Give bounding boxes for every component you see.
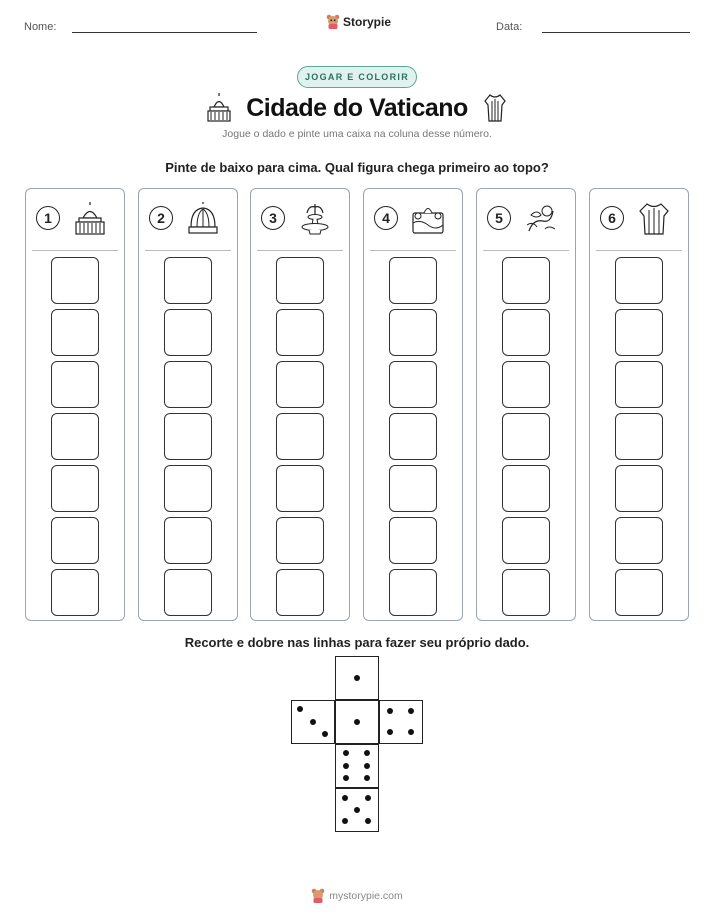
- color-box[interactable]: [276, 257, 324, 304]
- footer-url[interactable]: mystorypie.com: [329, 890, 403, 902]
- die-pip: [354, 675, 360, 681]
- brand-name: Storypie: [343, 15, 392, 29]
- die-pip: [342, 795, 348, 801]
- color-box[interactable]: [502, 517, 550, 564]
- date-line[interactable]: [542, 32, 690, 33]
- color-box[interactable]: [276, 569, 324, 616]
- die-face-5: [335, 788, 379, 832]
- color-box[interactable]: [51, 413, 99, 460]
- column-divider: [257, 250, 343, 251]
- dome-icon: [185, 201, 221, 237]
- date-label: Data:: [496, 21, 523, 33]
- color-box[interactable]: [389, 517, 437, 564]
- color-box[interactable]: [51, 257, 99, 304]
- storypie-bear-icon: [311, 888, 325, 904]
- fresco-icon: [523, 201, 559, 237]
- color-box[interactable]: [615, 257, 663, 304]
- color-box[interactable]: [51, 569, 99, 616]
- color-box[interactable]: [51, 361, 99, 408]
- column-4: [363, 188, 463, 621]
- die-pip: [364, 775, 370, 781]
- activity-badge: JOGAR E COLORIR: [297, 66, 417, 88]
- column-divider: [483, 250, 569, 251]
- color-box[interactable]: [615, 569, 663, 616]
- die-pip: [343, 775, 349, 781]
- color-box[interactable]: [389, 309, 437, 356]
- color-box[interactable]: [502, 361, 550, 408]
- color-box[interactable]: [164, 257, 212, 304]
- brand-logo: [326, 12, 396, 32]
- column-number: 6: [600, 206, 624, 230]
- die-pip: [343, 763, 349, 769]
- die-pip: [387, 729, 393, 735]
- color-box[interactable]: [615, 413, 663, 460]
- die-pip: [354, 807, 360, 813]
- color-box[interactable]: [51, 465, 99, 512]
- die-pip: [387, 708, 393, 714]
- column-number: 4: [374, 206, 398, 230]
- die-face-1: [335, 656, 379, 700]
- color-box[interactable]: [51, 517, 99, 564]
- color-box[interactable]: [276, 413, 324, 460]
- name-line[interactable]: [72, 32, 257, 33]
- column-number: 3: [261, 206, 285, 230]
- die-face-4: [379, 700, 423, 744]
- color-box[interactable]: [276, 465, 324, 512]
- color-box[interactable]: [389, 361, 437, 408]
- color-box[interactable]: [164, 517, 212, 564]
- swiss-guard-uniform-icon: [482, 93, 508, 123]
- die-pip: [343, 750, 349, 756]
- color-box[interactable]: [164, 309, 212, 356]
- color-box[interactable]: [389, 413, 437, 460]
- color-box[interactable]: [615, 309, 663, 356]
- color-box[interactable]: [615, 517, 663, 564]
- column-divider: [145, 250, 231, 251]
- color-box[interactable]: [502, 257, 550, 304]
- color-box[interactable]: [164, 569, 212, 616]
- color-box[interactable]: [164, 465, 212, 512]
- color-box[interactable]: [276, 517, 324, 564]
- column-3: [250, 188, 350, 621]
- column-divider: [32, 250, 118, 251]
- color-box[interactable]: [276, 361, 324, 408]
- die-pip: [322, 731, 328, 737]
- die-pip: [364, 750, 370, 756]
- color-box[interactable]: [502, 413, 550, 460]
- color-box[interactable]: [502, 569, 550, 616]
- column-number: 2: [149, 206, 173, 230]
- die-pip: [365, 795, 371, 801]
- color-box[interactable]: [164, 413, 212, 460]
- die-pip: [310, 719, 316, 725]
- die-face-6: [335, 744, 379, 788]
- page-title-row: [200, 90, 514, 126]
- color-box[interactable]: [389, 569, 437, 616]
- basilica-icon: [72, 201, 108, 237]
- die-pip: [408, 708, 414, 714]
- die-face-3: [291, 700, 335, 744]
- die-pip: [408, 729, 414, 735]
- color-box[interactable]: [389, 465, 437, 512]
- die-pip: [354, 719, 360, 725]
- color-box[interactable]: [615, 361, 663, 408]
- column-number: 5: [487, 206, 511, 230]
- fountain-icon: [297, 201, 333, 237]
- die-pip: [364, 763, 370, 769]
- die-pip: [297, 706, 303, 712]
- color-box[interactable]: [502, 309, 550, 356]
- coloring-instruction: Pinte de baixo para cima. Qual figura chega primeiro ao topo?: [165, 160, 549, 175]
- column-divider: [596, 250, 682, 251]
- column-2: [138, 188, 238, 621]
- color-box[interactable]: [615, 465, 663, 512]
- die-pip: [365, 818, 371, 824]
- die-instruction: Recorte e dobre nas linhas para fazer seu próprio dado.: [184, 635, 530, 650]
- swiss-guard-uniform-icon: [636, 201, 672, 237]
- column-6: [589, 188, 689, 621]
- column-divider: [370, 250, 456, 251]
- gardens-icon: [410, 201, 446, 237]
- column-1: [25, 188, 125, 621]
- subtitle: Jogue o dado e pinte uma caixa na coluna desse número.: [222, 128, 492, 140]
- column-5: [476, 188, 576, 621]
- column-number: 1: [36, 206, 60, 230]
- basilica-icon: [206, 93, 232, 123]
- die-face-1: [335, 700, 379, 744]
- die-pip: [342, 818, 348, 824]
- color-box[interactable]: [502, 465, 550, 512]
- color-box[interactable]: [164, 361, 212, 408]
- name-label: Nome:: [24, 21, 57, 33]
- color-box[interactable]: [51, 309, 99, 356]
- footer: [0, 888, 714, 904]
- storypie-bear-icon: [326, 14, 340, 30]
- color-box[interactable]: [276, 309, 324, 356]
- color-box[interactable]: [389, 257, 437, 304]
- page-title: Cidade do Vaticano: [246, 93, 468, 122]
